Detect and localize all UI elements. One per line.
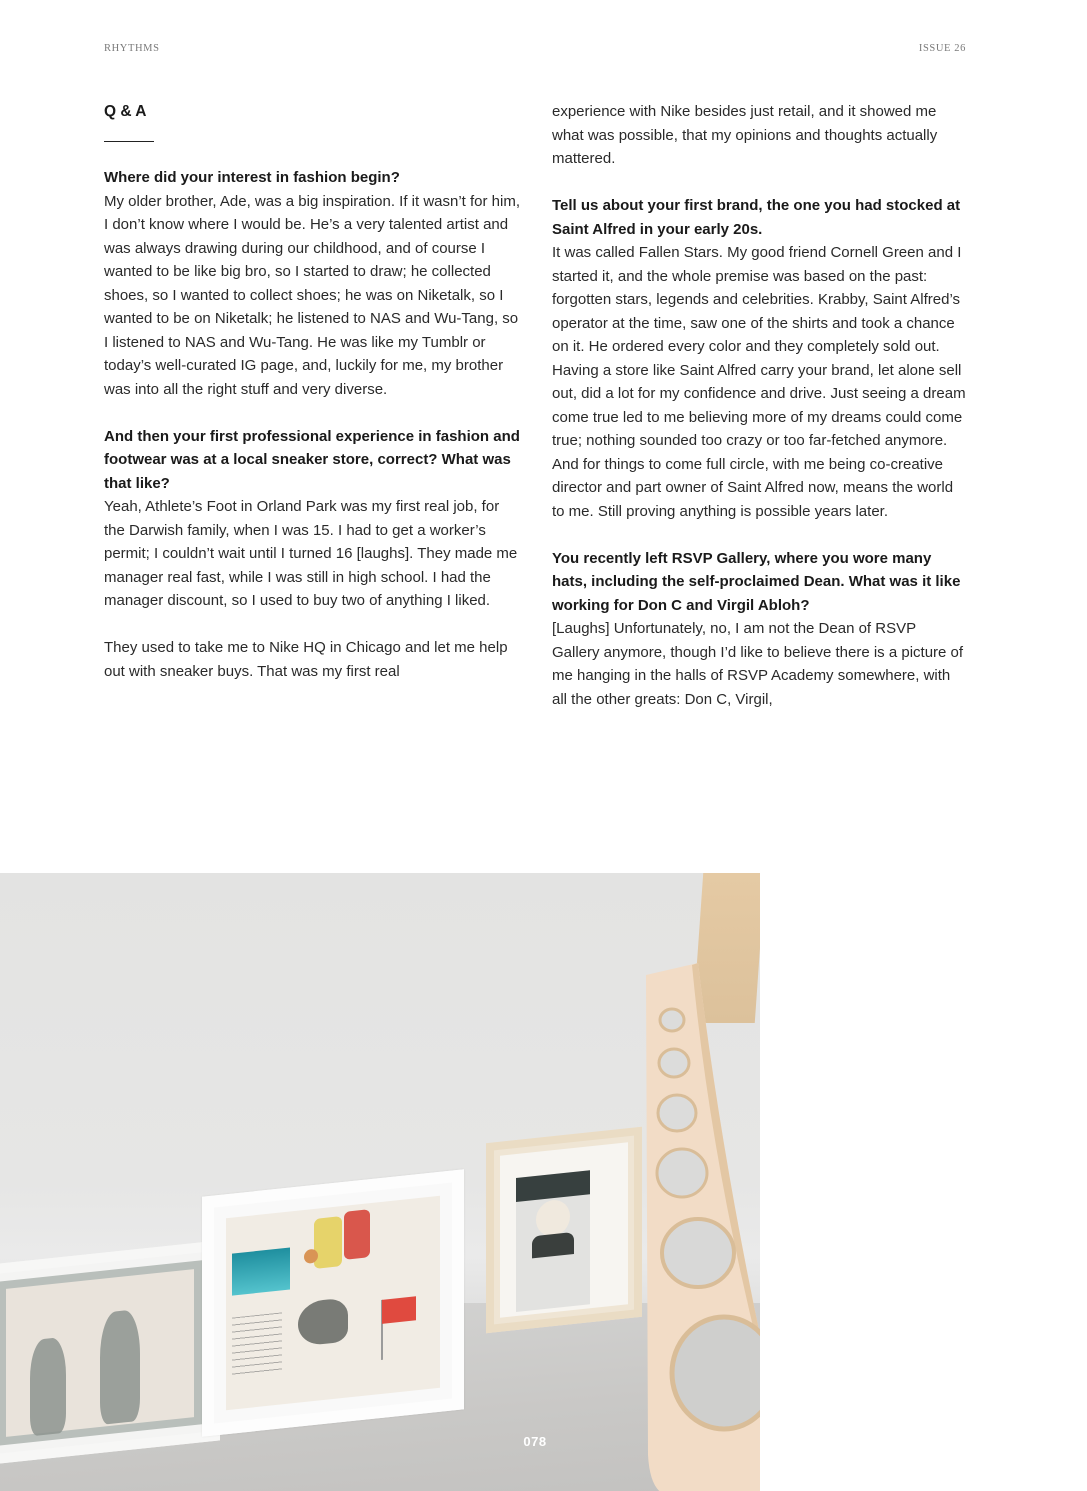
framed-collage-artwork [202,1169,464,1437]
answer: It was called Fallen Stars. My good friend Cornell Green and I started it, and the whole premise was based on the past: forgotten stars, legends and celebrities. Krabby, Saint Alfred’s operator at the time, saw one of the shirts and took a chance on it. He ordered every color and they completely sold out. Having a store like Saint Alfred carry your brand, let alone sell out, did a lot for my confidence and drive. Just seeing a dream come true led to me believing more of my dreams could come true; nothing sounded too crazy or too far-fetched anymore. And for things to come full circle, with me being co-creative director and part owner of Saint Alfred now, means the world to me. Still proving anything is possible years later. [552,244,966,520]
question: Tell us about your first brand, the one you had stocked at Saint Alfred in your early 20s. [552,197,961,238]
article-photo [0,873,760,1491]
question: You recently left RSVP Gallery, where you wore many hats, including the self-proclaimed Dean. What was it like working for Don C and Virgil Abloh? [552,549,961,614]
framed-sketch [0,1240,220,1465]
question: And then your first professional experience in fashion and footwear was at a local sneaker store, correct? What was that like? [104,427,520,492]
question: Where did your interest in fashion begin? [104,169,400,186]
running-head-section: RHYTHMS [104,43,160,54]
answer: Yeah, Athlete’s Foot in Orland Park was my first real job, for the Darwish family, when I was 15. I had to get a worker’s permit; I couldn’t wait until I turned 16 [laughs]. They made me manager real fast, while I was still in high school. I had the manager discount, so I used to buy two of anything I liked. [104,498,518,609]
right-column [552,100,967,711]
plywood-stand [640,895,760,1491]
running-head-issue: ISSUE 26 [918,43,966,54]
title-rule [104,141,154,142]
answer: My older brother, Ade, was a big inspiration. If it wasn’t for him, I don’t know where I would be. He’s a very talented artist and was always drawing during our childhood, and of course I wanted to be like big bro, so I started to draw; he collected shoes, so I wanted to collect shoes; he was on Niketalk, so I wanted to be on Niketalk; he listened to NAS and Wu-Tang, so I listened to NAS and Wu-Tang. He was like my Tumblr or today’s well-curated IG page, and, luckily for me, my brother was into all the right stuff and very diverse. [104,192,521,398]
page-number: 078 [523,1434,547,1449]
framed-manga-artwork [486,1127,642,1333]
left-column [104,100,524,683]
section-title: Q & A [104,103,147,120]
answer: experience with Nike besides just retail, and it showed me what was possible, that my opinions and thoughts actually mattered. [552,103,938,167]
answer: [Laughs] Unfortunately, no, I am not the Dean of RSVP Gallery anymore, though I’d like to believe there is a picture of me hanging in the halls of RSVP Academy somewhere, with all the other greats: Don C, Virgil, [552,620,964,708]
answer: They used to take me to Nike HQ in Chicago and let me help out with sneaker buys. That was my first real [104,639,508,680]
